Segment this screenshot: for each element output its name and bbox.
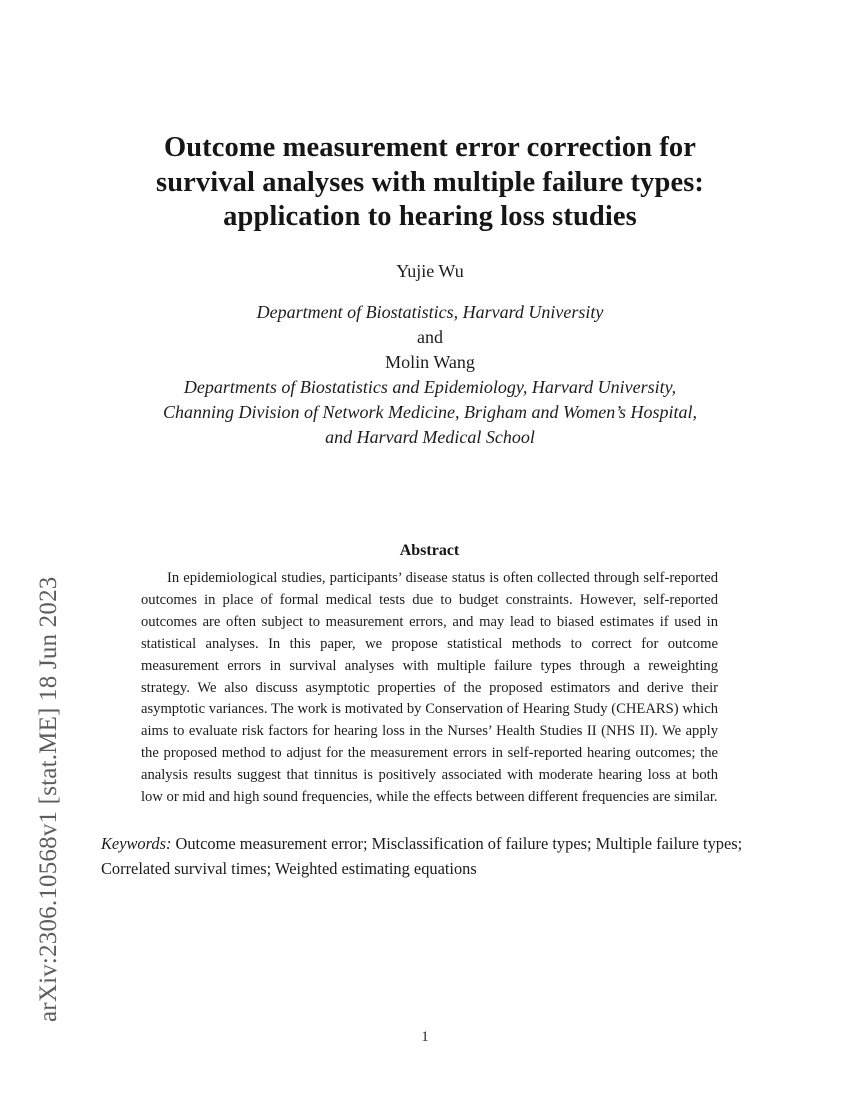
arxiv-identifier-stamp: arXiv:2306.10568v1 [stat.ME] 18 Jun 2023 [35,576,62,1022]
author-affiliation-1: Department of Biostatistics, Harvard University [256,302,604,322]
author-conjunction: and [417,327,443,347]
page-number: 1 [421,1029,429,1045]
keywords-label: Keywords: [101,834,172,853]
author-block [100,259,760,450]
abstract-heading: Abstract [399,542,460,559]
author-name-2: Molin Wang [385,352,475,372]
keywords-terms: Outcome measurement error; Misclassification of failure types; Multiple failure types; Correlated survival times; Weighted estimating equations [101,834,743,878]
title-line-1: Outcome measurement error correction for [163,132,697,163]
abstract-body: In epidemiological studies, participants’ disease status is often collected through self-reported outcomes in place of formal medical tests due to budget constraints. However, self-reported outcomes are often subject to measurement errors, and may lead to biased estimates if used in statistical analyses. In this paper, we propose statistical methods to correct for outcome measurement errors in survival analyses with multiple failure types through a reweighting strategy. We also discuss asymptotic properties of the proposed estimators and derive their asymptotic variances. The work is motivated by Conservation of Hearing Study (CHEARS) which aims to evaluate risk factors for hearing loss in the Nurses’ Health Studies II (NHS II). We apply the proposed method to adjust for the measurement errors in self-reported hearing outcomes; the analysis results suggest that tinnitus is positively associated with moderate hearing loss at both low or mid and high sound frequencies, while the effects between different frequencies are similar. [141,570,718,806]
author-affiliation-2-line-2: Channing Division of Network Medicine, Brigham and Women’s Hospital, [163,402,697,422]
title-line-3: application to hearing loss studies [223,201,637,232]
title-line-2: survival analyses with multiple failure types: [156,166,704,198]
author-affiliation-2-line-1: Departments of Biostatistics and Epidemiology, Harvard University, [183,377,677,397]
page-title [100,131,760,235]
keywords-section [101,832,747,881]
author-affiliation-2-line-3: and Harvard Medical School [325,427,535,447]
author-name-1: Yujie Wu [396,261,464,281]
